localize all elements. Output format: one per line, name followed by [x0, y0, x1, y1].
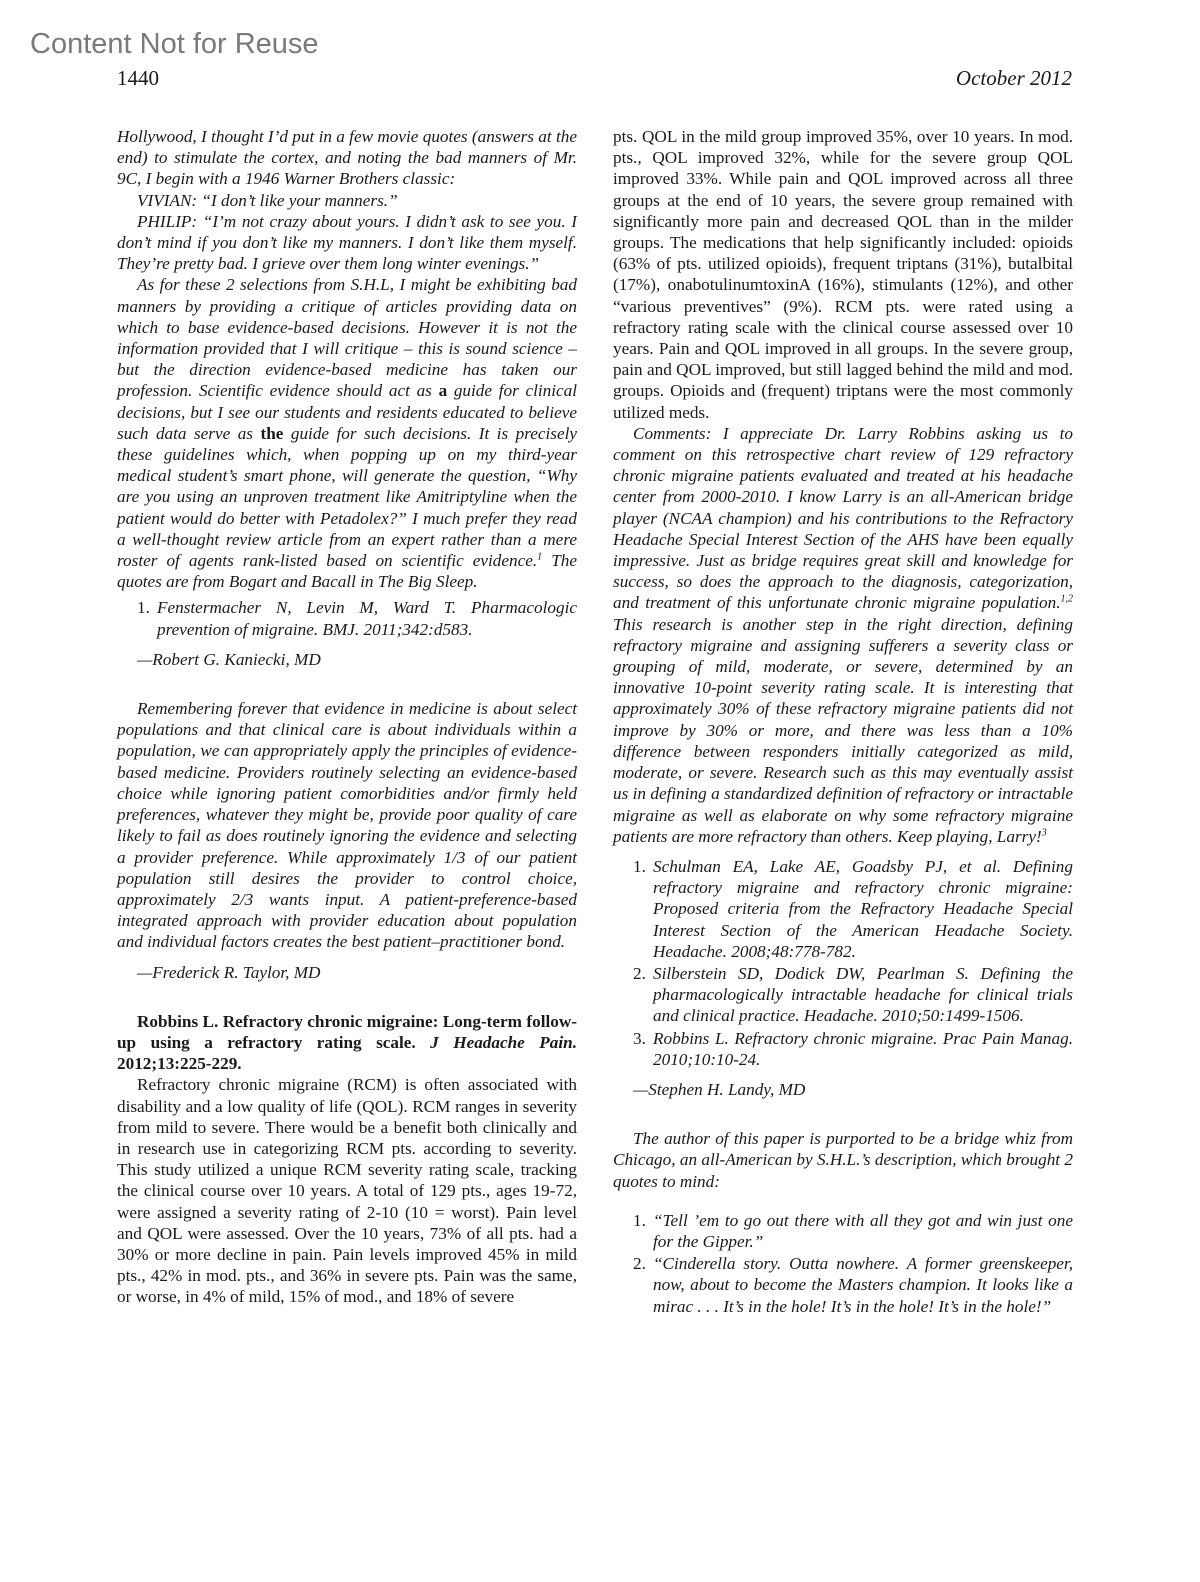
page-number: 1440: [117, 66, 159, 90]
abstract-paragraph: Refractory chronic migraine (RCM) is often associated with disability and a low quality of life (QOL). RCM ranges in severity from mild to severe. There would be a benefit both clinically and in research use in categorizing RCM pts. according to severity. This study utilized a unique RCM severity rating scale, tracking the clinical course over 10 years. A total of 129 pts., ages 19-72, were assigned a severity rating of 2-10 (10 = worst). Pain level and QOL were assessed. Over the 10 years, 73% of all pts. had a 30% or more decline in pain. Pain levels improved 45% in mild pts., 42% in mod. pts., and 36% in severe pts. Pain was the same, or worse, in 4% of mild, 15% of mod., and 18% of severe: [117, 1075, 577, 1307]
right-column: [613, 126, 1073, 1318]
article-citation: Robbins L. Refractory chronic migraine: Long-term follow-up using a refractory rating scale. J Headache Pain. 2012;13:225-229.: [117, 1011, 577, 1074]
emphasis-a: a: [438, 381, 448, 401]
reference-list: [117, 597, 577, 639]
quote-vivian: VIVIAN: “I don’t like your manners.”: [137, 190, 398, 210]
reference-item: 3. Robbins L. Refractory chronic migraine. Prac Pain Manag. 2010;10:10-24.: [633, 1028, 1073, 1069]
quote-item: 2. “Cinderella story. Outta nowhere. A former greenskeeper, now, about to become the Masters champion. It looks like a mirac . . . It’s in the hole! It’s in the hole! It’s in the hole!”: [633, 1254, 1073, 1316]
watermark: Content Not for Reuse: [30, 28, 319, 60]
abstract-continued: pts. QOL in the mild group improved 35%, over 10 years. In mod. pts., QOL improved 32%, while for the severe group QOL improved 33%. While pain and QOL improved across all three groups at the end of 10 years, the severe group remained with significantly more pain and decreased QOL than in the milder groups. The medications that help significantly included: opioids (63% of pts. utilized opioids), frequent triptans (31%), butalbital (17%), onabotulinumtoxinA (16%), stimulants (12%), and other “various preventives” (9%). RCM pts. were rated using a refractory rating scale with the clinical course assessed over 10 years. Pain and QOL improved in all groups. In the severe group, pain and QOL improved, but still lagged behind the mild and mod. groups. Opioids and (frequent) triptans were the most commonly utilized meds.: [613, 127, 1073, 422]
footnote-marker: 1: [537, 551, 543, 563]
evidence-paragraph: Remembering forever that evidence in medicine is about select populations and that clinical care is about individuals within a population, we can appropriately apply the principles of evidence-based medicine. Providers routinely selecting an evidence-based choice while ignoring patient comorbidities and/or firmly held preferences, whatever they might be, provide poor quality of care likely to fail as does routinely ignoring the evidence and selecting a provider preference. While approximately 1/3 of our patient population still desires the provider to control choice, approximately 2/3 wants input. A patient-preference-based integrated approach with provider education about population and individual factors creates the best patient–practitioner bond.: [117, 699, 577, 952]
signature-taylor: —Frederick R. Taylor, MD: [137, 962, 321, 982]
quote-philip: PHILIP: “I’m not crazy about yours. I didn’t ask to see you. I don’t mind if you don’t like my manners. I don’t like them myself. They’re pretty bad. I grieve over them long winter evenings.”: [117, 211, 577, 274]
issue-date: October 2012: [955, 66, 1072, 90]
signature-kaniecki: —Robert G. Kaniecki, MD: [137, 649, 321, 669]
reference-item: 1. Fenstermacher N, Levin M, Ward T. Pharmacologic prevention of migraine. BMJ. 2011;342:d583.: [137, 598, 577, 639]
reference-item: 2. Silberstein SD, Dodick DW, Pearlman S. Defining the pharmacologically intractable headache for clinical trials and clinical practice. Headache. 2010;50:1499-1506.: [633, 963, 1073, 1026]
footnote-marker: 1,2: [1060, 593, 1073, 605]
reference-item: 1. Schulman EA, Lake AE, Goadsby PJ, et al. Defining refractory migraine and refractory chronic migraine: Proposed criteria from the Refractory Headache Special Interest Section of the American Headache Society. Headache. 2008;48:778-782.: [633, 856, 1073, 961]
bridge-paragraph: The author of this paper is purported to be a bridge whiz from Chicago, an all-American by S.H.L.’s description, which brought 2 quotes to mind:: [613, 1129, 1073, 1191]
quote-list: [613, 1210, 1073, 1317]
quote-item: 1. “Tell ’em to go out there with all they got and win just one for the Gipper.”: [633, 1210, 1073, 1251]
emphasis-the: the: [260, 423, 284, 443]
comments-paragraph: Comments: I appreciate Dr. Larry Robbins asking us to comment on this retrospective chart review of 129 refractory chronic migraine patients evaluated and treated at his headache center from 2000-2010. I know Larry is an all-American bridge player (NCAA champion) and his contributions to the Refractory Headache Special Interest Section of the AHS have been equally impressive. Just as bridge requires great skill and knowledge for success, so does the approach to the diagnosis, categorization, and treatment of this unfortunate chronic migraine population.$^{1,2}$ This research is another step in the right direction, defining refractory migraine and assigning sufferers a severity class or grouping of mild, moderate, or severe, determined by an innovative 10-point severity rating scale. It is interesting that approximately 30% of these refractory migraine patients did not improve by 30% or more, and there was less than a 10% difference between responders initially categorized as mild, moderate, or severe. Research such as this may eventually assist us in defining a standardized definition of refractory or intractable migraine as well as elaborate on why some refractory migraine patients are more refractory than others. Keep playing, Larry!$^3$: [613, 423, 1073, 846]
footnote-marker: 3: [1041, 826, 1047, 838]
left-column: [117, 126, 577, 1308]
intro-paragraph: Hollywood, I thought I’d put in a few movie quotes (answers at the end) to stimulate the cortex, and noting the bad manners of Mr. 9C, I begin with a 1946 Warner Brothers classic:: [117, 127, 577, 189]
critique-paragraph: As for these 2 selections from S.H.L, I might be exhibiting bad manners by providing a critique of articles providing data on which to base evidence-based decisions. However it is not the information provided that I will critique – this is sound science – but the direction evidence-based medicine has taken our profession. Scientific evidence should act as a guide for clinical decisions, but I see our students and residents educated to believe such data serve as the guide for such decisions. It is precisely these guidelines which, when popping up on my third-year medical student’s smart phone, will generate the question, “Why are you using an unproven treatment like Amitriptyline when the patient would do better with Petadolex?” I much prefer they read a well-thought review article from an expert rather than a mere roster of agents rank-listed based on scientific evidence.$^1$ The quotes are from Bogart and Bacall in The Big Sleep.: [117, 275, 578, 592]
reference-list: [613, 856, 1073, 1070]
signature-landy: —Stephen H. Landy, MD: [633, 1079, 806, 1099]
